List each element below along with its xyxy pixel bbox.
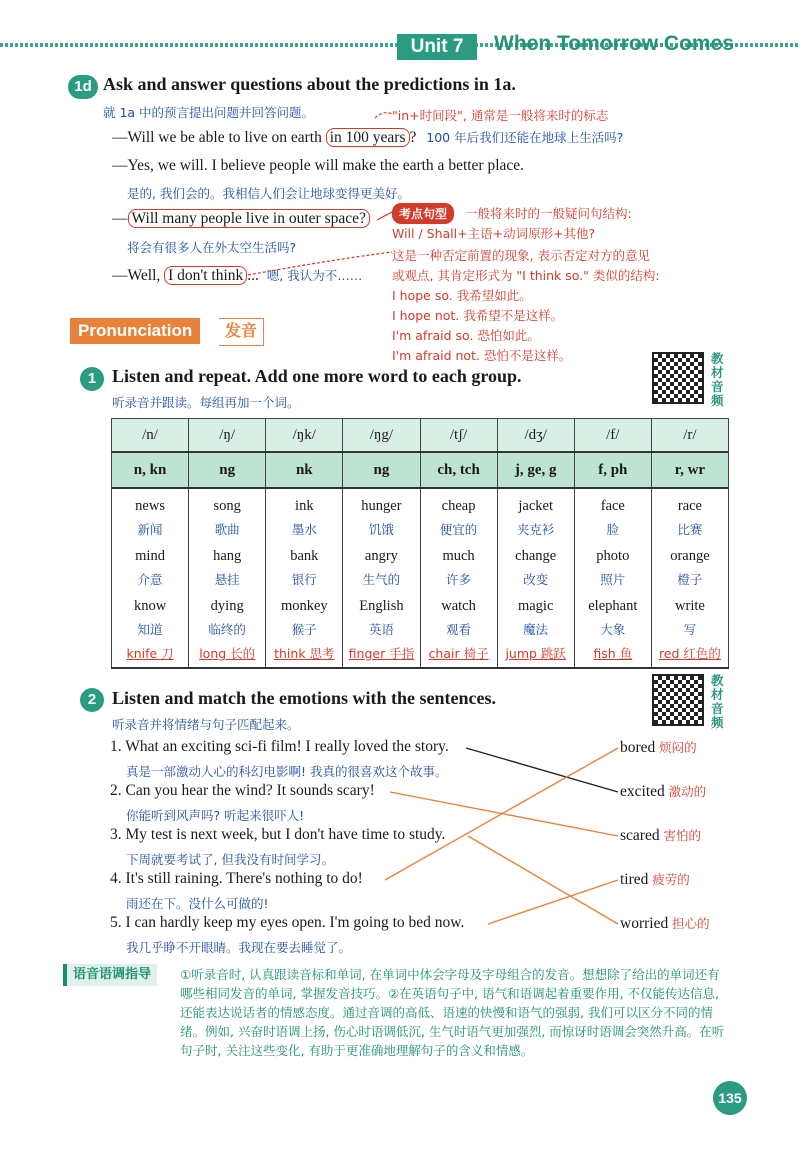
qr-label-char: 频 [711, 394, 724, 408]
added-word: finger 手指 [348, 646, 415, 661]
sentence-2: 2. Can you hear the wind? It sounds scary! [110, 782, 375, 799]
word-cn: 照片 [600, 572, 626, 587]
word-en: write [675, 598, 705, 614]
word-en: know [133, 598, 167, 614]
word-en: photo [596, 548, 630, 564]
word-en: much [442, 548, 475, 564]
word-cn: 便宜的 [439, 522, 478, 537]
word-en: hunger [361, 498, 402, 514]
question-2-dash: — [112, 210, 128, 227]
note-negation-2: 或观点, 其肯定形式为 "I think so." 类似的结构: [392, 268, 660, 283]
unit-badge: Unit 7 [397, 34, 477, 60]
sentence-1: 1. What an exciting sci-fi film! I really loved the story. [110, 738, 449, 755]
note-negation-4: I hope not. 我希望不是这样。 [392, 308, 564, 323]
word-cn: 许多 [446, 572, 472, 587]
word-en: angry [364, 548, 398, 564]
spelling-cell: f, ph [574, 452, 651, 488]
boxed-question-2: Will many people live in outer space? [128, 209, 370, 228]
qr-label-char: 音 [711, 380, 724, 394]
ipa-cell: /ŋk/ [266, 419, 343, 453]
answer-2-cn: 嗯, 我认为不…… [266, 268, 363, 283]
answer-2-ellipsis: ... [247, 267, 259, 284]
section-2-heading: Listen and match the emotions with the sentences. [112, 688, 496, 708]
section-2-heading-cn: 听录音并将情绪与句子匹配起来。 [112, 717, 300, 732]
qr-label-char: 频 [711, 716, 724, 730]
section-1d-badge: 1d [68, 75, 98, 99]
qr-label-char: 材 [711, 366, 724, 380]
question-2-cn: 将会有很多人在外太空生活吗? [127, 240, 297, 255]
sentence-3: 3. My test is next week, but I don't have time to study. [110, 826, 446, 843]
qr-label-char: 音 [711, 702, 724, 716]
spelling-cell: j, ge, g [497, 452, 574, 488]
word-cn: 临终的 [208, 622, 246, 637]
added-word: chair 椅子 [428, 646, 489, 661]
word-en: orange [670, 548, 710, 564]
exam-tag: 考点句型 [392, 203, 454, 224]
note-negation-5: I'm afraid so. 恐怕如此。 [392, 328, 540, 343]
match-line-1-2 [466, 748, 618, 792]
note-negation-1: 这是一种否定前置的现象, 表示否定对方的意见 [392, 248, 650, 263]
word-en: hang [213, 548, 242, 564]
word-cn: 知道 [137, 622, 163, 637]
boxed-phrase-in-100-years: in 100 years [326, 128, 410, 147]
ipa-cell: /r/ [651, 419, 728, 453]
spelling-cell: n, kn [112, 452, 189, 488]
word-en: magic [517, 598, 554, 614]
answer-1: —Yes, we will. I believe people will make the earth a better place. [112, 157, 525, 174]
sentence-5: 5. I can hardly keep my eyes open. I'm going to bed now. [110, 914, 465, 931]
ipa-cell: /n/ [112, 419, 189, 453]
section-1-heading-cn: 听录音并跟读。每组再加一个词。 [112, 395, 300, 410]
note-question-formula: Will / Shall+主语+动词原形+其他? [392, 226, 596, 241]
emotion-cn: 烦闷的 [659, 740, 697, 755]
word-cn: 歌曲 [214, 522, 240, 537]
added-word: knife 刀 [126, 646, 174, 661]
word-en: change [515, 548, 557, 564]
qr-label-char: 教 [711, 674, 724, 688]
added-word: red 红色的 [658, 646, 721, 661]
spelling-cell: nk [266, 452, 343, 488]
word-cn: 写 [683, 622, 697, 637]
pronunciation-label: Pronunciation [70, 318, 200, 344]
spelling-cell: ng [189, 452, 266, 488]
word-cn: 比赛 [677, 522, 703, 537]
match-line-2-3 [390, 792, 618, 836]
word-cn: 新闻 [137, 522, 163, 537]
word-cn: 英语 [368, 622, 394, 637]
sentence-5-cn: 我几乎睁不开眼睛。我现在要去睡觉了。 [126, 940, 352, 955]
emotion-cn: 担心的 [672, 916, 710, 931]
word-cn: 改变 [523, 572, 549, 587]
added-word: think 思考 [274, 646, 335, 661]
note-in-time: "in+时间段", 通常是一般将来时的标志 [392, 108, 609, 123]
section-2-badge: 2 [80, 688, 104, 712]
ipa-cell: /ŋg/ [343, 419, 420, 453]
word-en: news [135, 498, 165, 514]
question-1-cn: 100 年后我们还能在地球上生活吗? [426, 130, 624, 145]
ipa-cell: /tʃ/ [420, 419, 497, 453]
word-cn: 墨水 [291, 522, 317, 537]
ipa-cell: /f/ [574, 419, 651, 453]
spelling-cell: ng [343, 452, 420, 488]
added-word: long 长的 [199, 646, 256, 661]
page-number: 135 [713, 1081, 747, 1115]
question-1-mark: ? [409, 129, 417, 146]
section-1d-heading: Ask and answer questions about the predictions in 1a. [103, 74, 516, 94]
sentence-4: 4. It's still raining. There's nothing to do! [110, 870, 363, 887]
question-1-text: —Will we be able to live on earth [112, 129, 326, 146]
answer-2-text: —Well, [112, 267, 165, 284]
spelling-cell: ch, tch [420, 452, 497, 488]
word-cn: 介意 [137, 572, 163, 587]
word-en: jacket [518, 498, 553, 514]
emotion-en: tired [620, 871, 649, 888]
match-line-4-1 [385, 748, 618, 880]
section-1-heading: Listen and repeat. Add one more word to each group. [112, 366, 522, 386]
ipa-cell: /dʒ/ [497, 419, 574, 453]
answer-1-cn: 是的, 我们会的。我相信人们会让地球变得更美好。 [127, 186, 410, 201]
emotion-en: worried [620, 915, 669, 932]
word-cn: 悬挂 [214, 572, 240, 587]
match-line-3-5 [468, 836, 618, 924]
word-en: bank [290, 548, 319, 564]
sentence-4-cn: 雨还在下。没什么可做的! [126, 896, 269, 911]
word-cn: 银行 [291, 572, 317, 587]
unit-title: When Tomorrow Comes [494, 32, 734, 55]
word-en: mind [135, 548, 165, 564]
note-negation-6: I'm afraid not. 恐怕不是这样。 [392, 348, 572, 363]
qr-label-char: 教 [711, 352, 724, 366]
emotion-cn: 害怕的 [663, 828, 701, 843]
sentence-1-cn: 真是一部激动人心的科幻电影啊! 我真的很喜欢这个故事。 [126, 764, 448, 779]
section-1-badge: 1 [80, 367, 104, 391]
word-cn: 橙子 [677, 572, 703, 587]
word-en: face [600, 498, 625, 514]
spelling-cell: r, wr [651, 452, 728, 488]
word-en: dying [210, 598, 244, 614]
section-1d-heading-cn: 就 1a 中的预言提出问题并回答问题。 [103, 105, 315, 120]
emotion-en: bored [620, 739, 656, 756]
note-negation-3: I hope so. 我希望如此。 [392, 288, 532, 303]
emotion-cn: 疲劳的 [652, 872, 690, 887]
emotion-en: excited [620, 783, 665, 800]
sentence-2-cn: 你能听到风声吗? 听起来很吓人! [126, 808, 305, 823]
pronunciation-label-cn: 发音 [219, 318, 264, 346]
added-word: jump 跳跃 [505, 646, 566, 661]
word-en: race [677, 498, 702, 514]
word-cn: 观看 [446, 622, 472, 637]
word-cn: 脸 [606, 522, 620, 537]
word-en: cheap [441, 498, 476, 514]
word-cn: 夹克衫 [516, 522, 555, 537]
word-cn: 魔法 [523, 622, 549, 637]
word-en: watch [441, 598, 476, 614]
word-en: elephant [588, 598, 638, 614]
tip-label: 语音语调指导 [63, 964, 157, 986]
ipa-cell: /ŋ/ [189, 419, 266, 453]
word-en: English [359, 598, 404, 614]
boxed-i-dont-think: I don't think [164, 266, 247, 285]
word-cn: 生气的 [362, 572, 401, 587]
qr-label-char: 材 [711, 688, 724, 702]
word-cn: 饥饿 [368, 522, 394, 537]
word-en: song [213, 498, 241, 514]
emotion-cn: 激动的 [668, 784, 707, 799]
sentence-3-cn: 下周就要考试了, 但我没有时间学习。 [126, 852, 334, 867]
tip-text: ①听录音时, 认真跟读音标和单词, 在单词中体会字母及字母组合的发音。想想除了给出的单词还有哪些相同发音的单词, 掌握发音技巧。②在英语句子中, 语气和语调起着重要作用, 不仅能传达信息, 还能表达说话者的情感态度。通过音调的高低、语速的快慢和语气的强弱, 我们可以区分不同的情绪。例如, 兴奋时语调上扬, 伤心时语调低沉, 生气时语气更加强烈, 而惊讶时语调会突然升高。在听句子时, 关注这些变化, 有助于更准确地理解句子的含义和情感。 [180, 967, 725, 1058]
emotion-en: scared [620, 827, 660, 844]
added-word: fish 鱼 [593, 646, 633, 661]
word-en: ink [295, 498, 314, 514]
word-en: monkey [280, 598, 328, 614]
word-cn: 猴子 [291, 622, 317, 637]
word-cn: 大象 [600, 622, 626, 637]
note-question-structure: 一般将来时的一般疑问句结构: [465, 206, 632, 221]
